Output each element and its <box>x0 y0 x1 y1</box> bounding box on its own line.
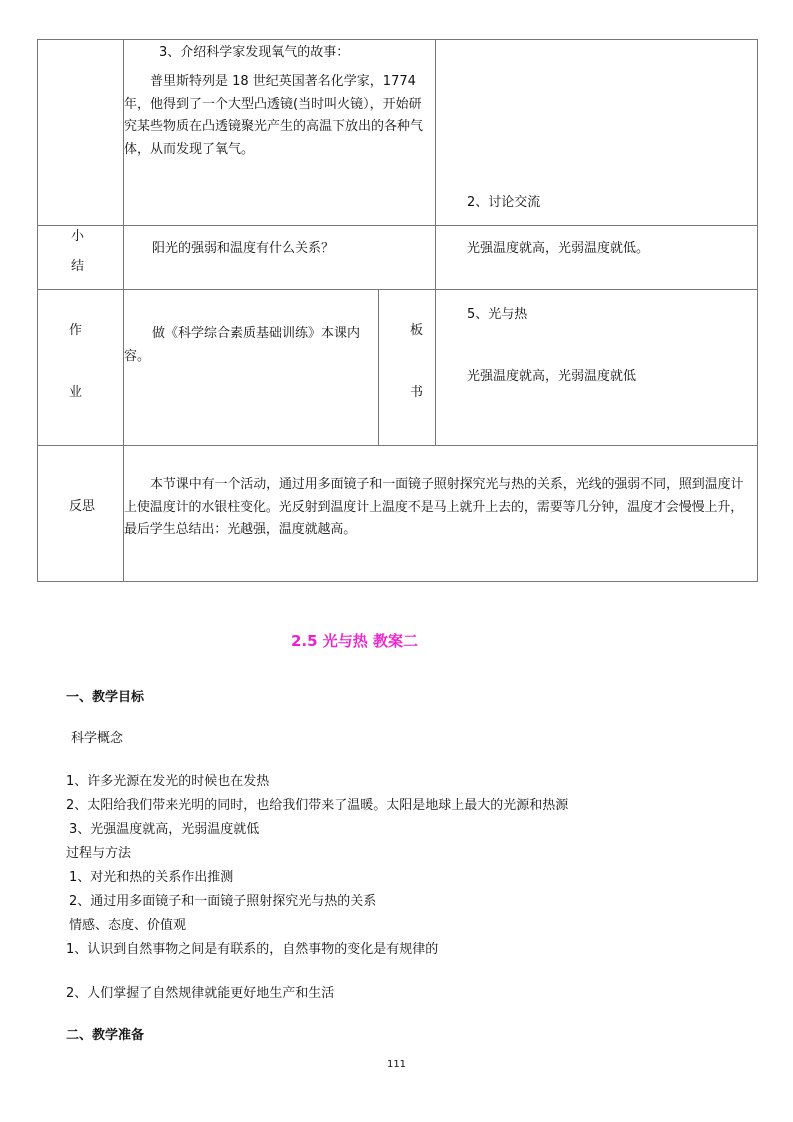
board-bottom: 书 <box>410 385 424 400</box>
list-item: 1、对光和热的关系作出推测 <box>69 870 234 885</box>
content-text: 阳光的强弱和温度有什么关系？ <box>152 241 335 256</box>
section-heading: 一、教学目标 <box>66 690 145 705</box>
content-cell <box>124 226 436 290</box>
label-bottom: 业 <box>69 385 83 400</box>
subheading: 过程与方法 <box>66 846 132 861</box>
subheading: 科学概念 <box>71 731 124 746</box>
label-cell <box>38 40 124 226</box>
right-text: 光强温度就高，光弱温度就低。 <box>467 241 650 256</box>
content-text: 做《科学综合素质基础训练》本课内容。 <box>124 326 361 364</box>
section-heading: 二、教学准备 <box>66 1028 145 1043</box>
right-text: 2、讨论交流 <box>467 195 541 210</box>
page-number: 111 <box>386 1059 407 1070</box>
list-item: 3、光强温度就高，光弱温度就低 <box>69 822 260 837</box>
list-item: 2、人们掌握了自然规律就能更好地生产和生活 <box>66 986 335 1001</box>
label-top: 小 <box>71 229 85 244</box>
label-cell <box>38 446 124 582</box>
label-cell <box>38 226 124 290</box>
right-line-1: 5、光与热 <box>467 307 528 322</box>
page-title: 2.5 光与热 教案二 <box>290 632 419 650</box>
content-cell <box>124 40 436 226</box>
board-cell <box>379 290 436 446</box>
right-cell <box>436 226 758 290</box>
table-row <box>38 226 758 290</box>
table-row <box>38 40 758 226</box>
list-item: 1、许多光源在发光的时候也在发热 <box>66 774 270 789</box>
list-item: 2、太阳给我们带来光明的同时，也给我们带来了温暖。太阳是地球上最大的光源和热源 <box>66 798 569 813</box>
label-cell <box>38 290 124 446</box>
list-item: 1、认识到自然事物之间是有联系的，自然事物的变化是有规律的 <box>66 942 439 957</box>
content-cell <box>124 446 758 582</box>
right-line-2: 光强温度就高，光弱温度就低 <box>467 369 637 384</box>
right-cell <box>436 290 758 446</box>
reflection-text: 本节课中有一个活动，通过用多面镜子和一面镜子照射探究光与热的关系，光线的强弱不同，照到温度计上使温度计的水银柱变化。光反射到温度计上温度不是马上就升上去的，需要等几分钟，温度才会慢慢上升，最后学生总结出：光越强，温度就越高。 <box>124 477 744 537</box>
content-cell <box>124 290 379 446</box>
label-bottom: 结 <box>71 259 85 274</box>
label-top: 作 <box>69 323 83 338</box>
right-cell <box>436 40 758 226</box>
content-paragraph: 普里斯特列是 18 世纪英国著名化学家，1774 年，他得到了一个大型凸透镜(当时叫火镜），开始研究某些物质在凸透镜聚光产生的高温下放出的各种气体，从而发现了氧气。 <box>124 74 424 157</box>
label-text: 反思 <box>69 499 96 514</box>
board-top: 板 <box>410 323 424 338</box>
subheading: 情感、态度、价值观 <box>69 918 187 933</box>
table-row <box>38 446 758 582</box>
lesson-table <box>37 39 758 582</box>
table-row <box>38 290 758 446</box>
content-heading: 3、介绍科学家发现氧气的故事： <box>159 45 350 60</box>
list-item: 2、通过用多面镜子和一面镜子照射探究光与热的关系 <box>69 894 377 909</box>
